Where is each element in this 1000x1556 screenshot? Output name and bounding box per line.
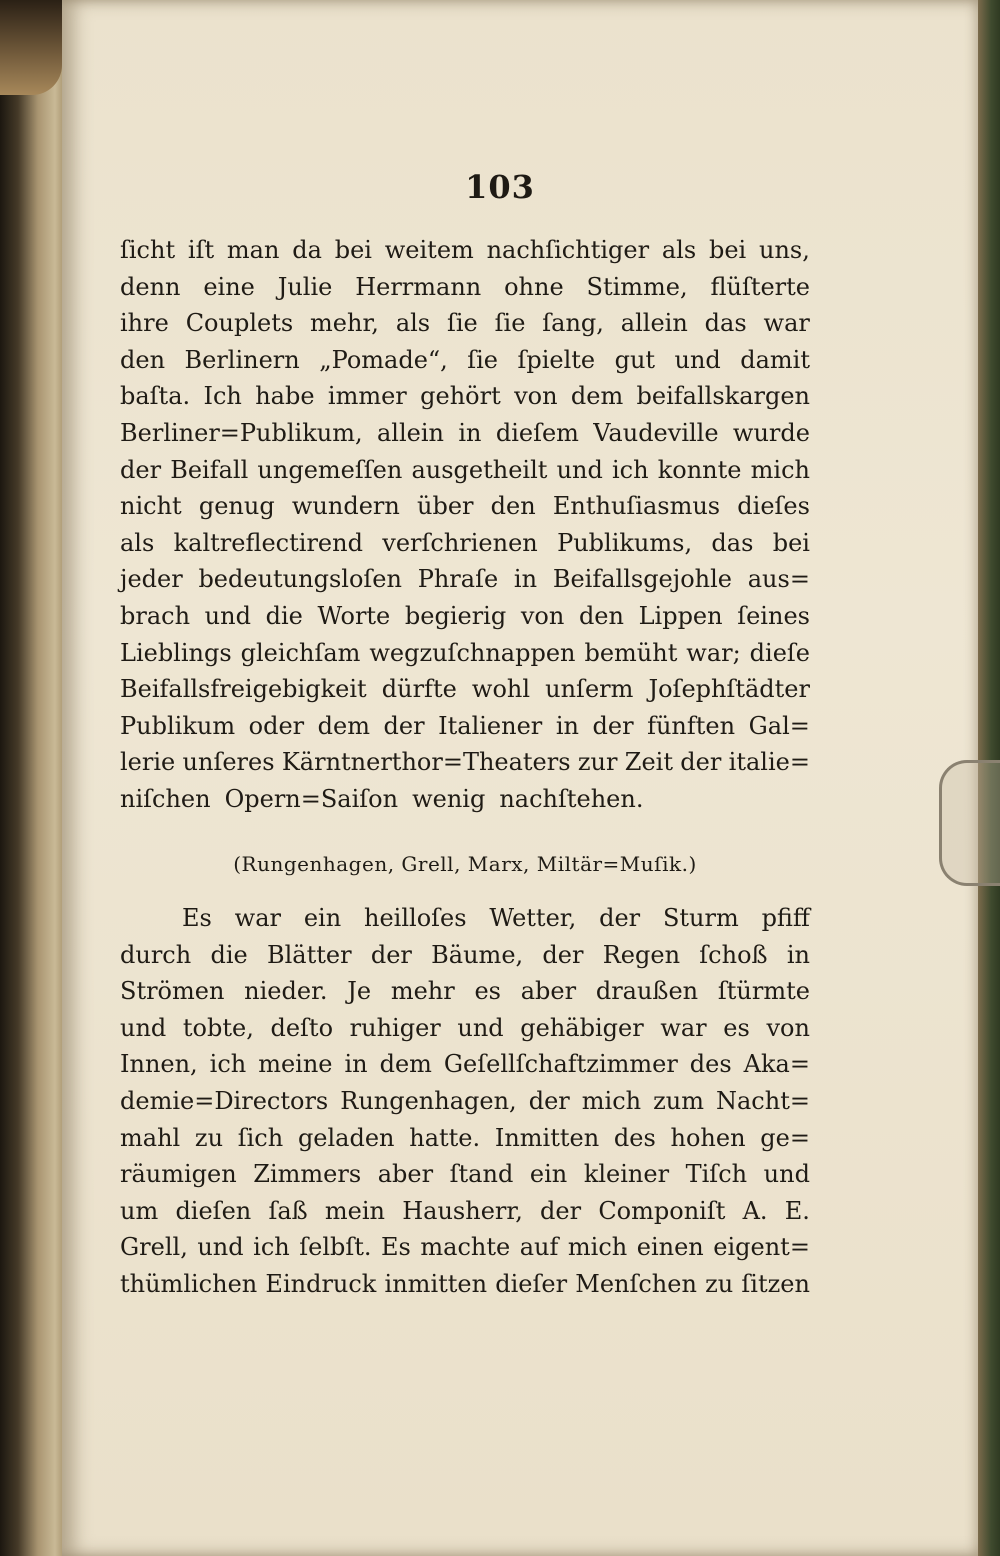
word: Es: [381, 1233, 411, 1262]
word: pfiff: [761, 904, 810, 932]
word: geladen: [297, 1123, 395, 1152]
word: tobte,: [182, 1013, 254, 1042]
word: Opern=Saiſon: [224, 784, 399, 813]
word: wegzuſchnappen: [369, 638, 576, 667]
word: Zimmers: [253, 1160, 362, 1189]
text-line: [120, 1229, 810, 1266]
word: ſie: [494, 309, 526, 338]
word: ſie: [447, 309, 478, 338]
word: aber: [520, 977, 577, 1006]
word: denn: [120, 272, 181, 301]
word: unſerm: [545, 675, 634, 704]
text-line: [120, 1193, 810, 1230]
text-line: [120, 1266, 810, 1303]
word: Joſephſtädter: [648, 675, 810, 704]
word: A.: [742, 1196, 768, 1225]
text-line: [120, 452, 810, 489]
word: ſtürmte: [717, 977, 810, 1006]
word: die: [265, 601, 303, 630]
word: es: [723, 1013, 750, 1042]
word: zu: [194, 1123, 224, 1152]
text-line: [120, 781, 810, 818]
word: kleiner: [583, 1160, 670, 1189]
text-line: [120, 744, 810, 781]
word: unſeres: [182, 748, 275, 777]
word: auf: [519, 1233, 559, 1262]
word: demie=Directors: [120, 1086, 329, 1115]
word: dem: [570, 382, 624, 411]
word: Couplets: [185, 309, 294, 338]
word: aus=: [747, 565, 810, 594]
word: Componiſt: [598, 1196, 726, 1225]
word: von: [766, 1013, 810, 1042]
word: mehr: [390, 977, 455, 1006]
text-line: [120, 635, 810, 672]
word: den: [490, 492, 536, 521]
word: deſto: [270, 1013, 334, 1042]
word: wundern: [291, 492, 400, 521]
text-line: [120, 342, 810, 379]
word: wenig: [412, 784, 486, 813]
word: machte: [420, 1233, 511, 1262]
word: und: [556, 455, 603, 484]
word: Publikums,: [557, 528, 693, 557]
word: war: [763, 309, 810, 338]
word: eigent=: [713, 1233, 810, 1262]
word: draußen: [595, 977, 699, 1006]
word: dieſer: [495, 1269, 568, 1298]
word: es: [474, 977, 501, 1006]
word: ſeines: [737, 601, 810, 630]
word: bei: [708, 236, 747, 264]
word: flüſterte: [710, 272, 810, 301]
word: baſta.: [120, 382, 191, 411]
word: dem: [317, 711, 370, 740]
word: ſelbſt.: [299, 1233, 372, 1262]
word: ausgetheilt: [411, 455, 548, 484]
word: iſt: [187, 236, 215, 264]
text-line: [120, 937, 810, 974]
word: in: [513, 565, 538, 594]
word: um: [120, 1196, 159, 1225]
word: brach: [120, 601, 191, 630]
word: meine: [258, 1050, 333, 1079]
word: Italiener: [438, 711, 543, 740]
text-line: [120, 378, 810, 415]
word: Regen: [602, 940, 681, 969]
word: Inmitten: [494, 1123, 600, 1152]
text-line: [120, 1120, 810, 1157]
text-line: [120, 1083, 810, 1120]
word: da: [292, 236, 322, 264]
word: mehr,: [310, 309, 379, 338]
word: Beifall: [170, 455, 249, 484]
word: in: [555, 711, 579, 740]
word: mich: [581, 1086, 642, 1115]
text-line: [120, 708, 810, 745]
word: bemüht: [584, 638, 678, 667]
word: Bäume,: [431, 940, 524, 969]
word: in: [786, 940, 810, 969]
text-line: [120, 269, 810, 306]
word: zur: [577, 748, 618, 777]
word: Herrmann: [355, 272, 482, 301]
word: ein: [303, 904, 342, 932]
word: aber: [377, 1160, 434, 1189]
word: ſaß: [268, 1196, 308, 1225]
word: oder: [248, 711, 305, 740]
word: ich: [612, 455, 649, 484]
word: uns,: [759, 236, 810, 264]
word: ſicht: [120, 236, 176, 264]
word: Sturm: [662, 904, 739, 932]
word: lerie: [120, 748, 176, 777]
word: thümlichen: [120, 1269, 258, 1298]
word: heilloſes: [364, 904, 467, 932]
word: immer: [327, 382, 407, 411]
word: italie=: [728, 748, 810, 777]
word: Kärntnerthor=Theaters: [281, 748, 571, 777]
word: Publikum: [120, 711, 236, 740]
word: des: [613, 1123, 656, 1152]
word: der: [528, 1086, 570, 1115]
word: Worte: [317, 601, 391, 630]
word: dieſes: [737, 492, 810, 521]
text-line: [120, 561, 810, 598]
word: kaltreflectirend: [173, 528, 363, 557]
word: bei: [334, 236, 372, 264]
word: hohen: [670, 1123, 746, 1152]
word: gehört: [420, 382, 501, 411]
word: ſitzen: [741, 1269, 810, 1298]
word: Phraſe: [417, 565, 499, 594]
word: ich: [253, 1233, 290, 1262]
word: genug: [198, 492, 275, 521]
word: weitem: [384, 236, 474, 264]
word: in: [458, 418, 482, 447]
word: jeder: [120, 565, 183, 594]
text-line: [120, 1156, 810, 1193]
word: ſie: [467, 345, 499, 374]
word: und: [204, 601, 251, 630]
word: ruhiger: [349, 1013, 441, 1042]
word: Ich: [203, 382, 242, 411]
word: beifallskargen: [636, 382, 810, 411]
word: war: [660, 1013, 707, 1042]
word: Menſchen: [575, 1269, 697, 1298]
word: der: [599, 904, 641, 932]
word: das: [711, 528, 754, 557]
word: Nacht=: [716, 1086, 810, 1115]
word: gehäbiger: [520, 1013, 644, 1042]
word: und: [457, 1013, 504, 1042]
word: und: [674, 345, 721, 374]
word: ſtand: [449, 1160, 514, 1189]
word: nachſichtiger: [486, 236, 650, 264]
word: Aka=: [743, 1050, 810, 1079]
text-line: [120, 525, 810, 562]
word: eine: [203, 272, 255, 301]
word: ſpielte: [517, 345, 596, 374]
word: mahl: [120, 1123, 181, 1152]
left-page-edge: [0, 0, 62, 1556]
word: Vaudeville: [593, 418, 719, 447]
word: Eindruck: [265, 1269, 377, 1298]
word: ohne: [504, 272, 564, 301]
word: der: [540, 1196, 582, 1225]
word: Je: [347, 977, 372, 1006]
word: inmitten: [384, 1269, 488, 1298]
word: Es: [182, 904, 212, 932]
text-line: [120, 305, 810, 342]
word: bei: [772, 528, 810, 557]
word: Wetter,: [489, 904, 577, 932]
word: ihre: [120, 309, 169, 338]
word: Rungenhagen,: [340, 1086, 517, 1115]
word: Lieblings: [120, 638, 232, 667]
word: Julie: [277, 272, 333, 301]
word: nachſtehen.: [499, 784, 644, 813]
word: als: [661, 236, 697, 264]
word: der: [542, 940, 584, 969]
word: und: [120, 1013, 167, 1042]
text-line: [120, 232, 810, 269]
word: das: [704, 309, 747, 338]
word: Zeit: [624, 748, 673, 777]
word: den: [120, 345, 166, 374]
text-line: [120, 671, 810, 708]
text-line: [120, 1046, 810, 1083]
word: mich: [750, 455, 810, 484]
word: durch: [120, 940, 192, 969]
word: nicht: [120, 492, 182, 521]
word: mein: [324, 1196, 385, 1225]
word: nieder.: [244, 977, 328, 1006]
word: der: [120, 455, 162, 484]
word: mich: [567, 1233, 628, 1262]
text-line: [120, 415, 810, 452]
word: Geſellſchaftzimmer: [443, 1050, 678, 1079]
word: dieſem: [495, 418, 579, 447]
word: Stimme,: [586, 272, 688, 301]
word: zum: [653, 1086, 704, 1115]
word: ich: [209, 1050, 247, 1079]
word: Innen,: [120, 1050, 198, 1079]
word: des: [689, 1050, 732, 1079]
word: als: [120, 528, 155, 557]
word: einen: [636, 1233, 704, 1262]
word: Beifallsfreigebigkeit: [120, 675, 367, 704]
word: räumigen: [120, 1160, 237, 1189]
word: Hausherr,: [402, 1196, 523, 1225]
word: ungemeſſen: [257, 455, 403, 484]
word: wurde: [732, 418, 810, 447]
word: dieſen: [175, 1196, 252, 1225]
word: der: [592, 711, 634, 740]
word: ſich: [237, 1123, 284, 1152]
word: Grell,: [120, 1233, 188, 1262]
word: Gal=: [748, 711, 810, 740]
word: habe: [255, 382, 315, 411]
word: Lippen: [638, 601, 723, 630]
word: dürfte: [381, 675, 457, 704]
word: Berlinern: [184, 345, 300, 374]
section-heading: (Rungenhagen, Grell, Marx, Miltär=Muſik.): [233, 852, 697, 876]
text-line: [120, 488, 810, 525]
word: gut: [614, 345, 656, 374]
text-line: [120, 1010, 810, 1047]
page-clip: [939, 760, 1000, 886]
word: Beifallsgejohle: [552, 565, 732, 594]
word: Berliner=Publikum,: [120, 418, 363, 447]
word: ſang,: [542, 309, 604, 338]
word: ge=: [760, 1123, 810, 1152]
word: war;: [686, 638, 741, 667]
word: begierig: [404, 601, 507, 630]
word: konnte: [657, 455, 742, 484]
word: Enthuſiasmus: [552, 492, 721, 521]
word: der: [370, 940, 412, 969]
text-line: [120, 598, 810, 635]
word: die: [210, 940, 248, 969]
word: der: [680, 748, 722, 777]
word: ein: [529, 1160, 568, 1189]
page-number: 103: [465, 168, 535, 206]
word: E.: [784, 1196, 810, 1225]
word: dieſe: [749, 638, 810, 667]
word: verſchrienen: [382, 528, 538, 557]
book-binding: [0, 0, 62, 95]
word: allein: [620, 309, 688, 338]
text-line: [120, 973, 810, 1010]
word: allein: [376, 418, 444, 447]
paragraph-2: [120, 900, 810, 1303]
paragraph-1: [120, 232, 810, 818]
word: Tiſch: [685, 1160, 748, 1189]
word: Strömen: [120, 977, 225, 1006]
word: den: [578, 601, 624, 630]
word: dem: [379, 1050, 432, 1079]
word: gleichſam: [240, 638, 361, 667]
text-line: [120, 900, 810, 937]
word: als: [395, 309, 431, 338]
word: bedeutungsloſen: [198, 565, 402, 594]
word: niſchen: [120, 784, 211, 813]
word: in: [344, 1050, 368, 1079]
word: ſchoß: [699, 940, 768, 969]
word: und: [763, 1160, 810, 1189]
word: über: [417, 492, 474, 521]
word: war: [234, 904, 281, 932]
word: Blätter: [266, 940, 352, 969]
word: fünften: [647, 711, 736, 740]
word: der: [383, 711, 425, 740]
word: „Pomade“,: [319, 345, 448, 374]
word: hatte.: [409, 1123, 481, 1152]
word: wohl: [471, 675, 531, 704]
word: von: [520, 601, 565, 630]
word: damit: [740, 345, 810, 374]
word: und: [197, 1233, 244, 1262]
word: man: [226, 236, 280, 264]
word: von: [514, 382, 558, 411]
word: zu: [705, 1269, 734, 1298]
